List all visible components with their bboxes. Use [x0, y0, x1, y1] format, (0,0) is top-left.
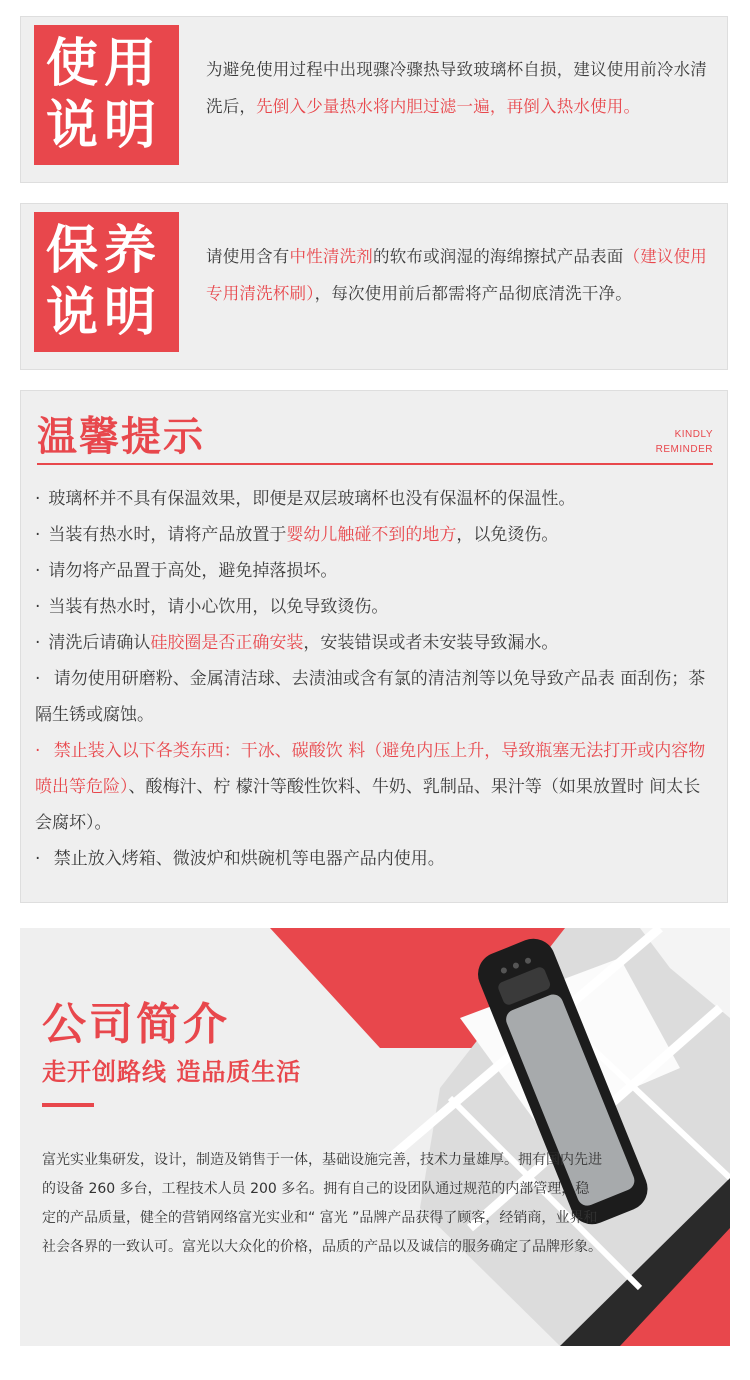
care-text-mid: 的软布或润湿的海绵擦拭产品表面: [373, 247, 624, 266]
tips-title: 温馨提示: [37, 414, 205, 460]
bullet-icon: ·: [35, 561, 41, 581]
tip-item-1: [35, 481, 715, 517]
tip-highlight: 禁止装入以下各类东西：干冰、碳酸饮 料（避免内压上升，导致瓶塞无法打开或内容物喷出等危险）: [35, 741, 706, 797]
bullet-icon: ·: [35, 633, 41, 653]
tip-text: 当装有热水时，请小心饮用，以免导致烫伤。: [48, 597, 389, 617]
care-badge: [34, 212, 179, 352]
tips-reminder: REMINDER: [655, 444, 713, 455]
care-badge-line2: 说明: [46, 283, 163, 343]
usage-text-highlight: 先倒入少量热水将内胆过滤一遍，再倒入热水使用。: [256, 97, 641, 116]
care-badge-line1: 保养: [46, 221, 163, 281]
bullet-icon: ·: [35, 525, 41, 545]
tip-text: 禁止放入烤箱、微波炉和烘碗机等电器产品内使用。: [48, 849, 445, 869]
tip-text: 请勿将产品置于高处，避免掉落损坏。: [48, 561, 338, 581]
usage-text-plain: 为避免使用过程中出现骤冷骤热导致玻璃杯自损，建议使用前冷水清洗后，: [206, 60, 707, 116]
tip-item-7: [35, 733, 715, 841]
tip-highlight: 婴幼儿触碰不到的地方: [286, 525, 457, 545]
company-slogan: 走开创路线 造品质生活: [42, 1058, 302, 1086]
tips-kindly-reminder: [656, 427, 713, 457]
tip-item-4: [35, 589, 715, 625]
tip-item-8: [35, 841, 715, 877]
tip-item-3: [35, 553, 715, 589]
tip-text: ，安装错误或者未安装导致漏水。: [303, 633, 559, 653]
bullet-icon: ·: [35, 849, 41, 869]
company-description: 富光实业集研发，设计，制造及销售于一体，基础设施完善，技术力量雄厚。拥有国内先进的设备 260 多台，工程技术人员 200 多名。拥有自己的设团队通过规范的内部管理，稳定的产品质量，健全的营销网络富光实业和“ 富光 ”品牌产品获得了顾客，经销商，业界和社会各界的一致认可。富光以大众化的价格，品质的产品以及诚信的服务确定了品牌形象。: [42, 1152, 602, 1255]
tip-item-2: [35, 517, 715, 553]
bullet-icon: ·: [35, 669, 41, 689]
usage-card: [20, 16, 728, 183]
care-text-plain: 请使用含有: [206, 247, 290, 266]
usage-text: [206, 51, 715, 125]
company-card: [20, 928, 730, 1346]
care-text-highlight-brush: （建议使用专用清洗杯刷）: [206, 247, 707, 303]
bullet-icon: ·: [35, 741, 41, 761]
bullet-icon: ·: [35, 597, 41, 617]
tips-card: [20, 390, 728, 903]
care-card: [20, 203, 728, 370]
company-accent-bar: [42, 1103, 94, 1107]
usage-badge-line1: 使用: [46, 34, 163, 94]
usage-badge: [34, 25, 179, 165]
tip-item-6: [35, 661, 715, 733]
tip-item-5: [35, 625, 715, 661]
tip-text: 玻璃杯并不具有保温效果，即便是双层玻璃杯也没有保温杯的保温性。: [48, 489, 576, 509]
tip-text: 、酸梅汁、柠 檬汁等酸性饮料、牛奶、乳制品、果汁等（如果放置时 间太长会腐坏）。: [35, 777, 701, 833]
tips-list: [35, 481, 715, 877]
care-text-end: ，每次使用前后都需将产品彻底清洗干净。: [314, 284, 632, 303]
usage-badge-line2: 说明: [46, 96, 163, 156]
tips-divider: [37, 463, 713, 465]
tips-kindly: KINDLY: [674, 429, 713, 440]
tip-highlight: 硅胶圈是否正确安装: [150, 633, 304, 653]
care-text-highlight-detergent: 中性清洗剂: [289, 247, 373, 266]
tip-text: 当装有热水时，请将产品放置于: [48, 525, 287, 545]
care-text: [206, 238, 715, 312]
tip-text: 请勿使用研磨粉、金属清洁球、去渍油或含有氯的清洁剂等以免导致产品表 面刮伤；茶隔生锈或腐蚀。: [35, 669, 706, 725]
company-title: 公司简介: [42, 999, 230, 1050]
tip-text: ，以免烫伤。: [456, 525, 559, 545]
bullet-icon: ·: [35, 489, 41, 509]
tip-text: 清洗后请确认: [48, 633, 151, 653]
